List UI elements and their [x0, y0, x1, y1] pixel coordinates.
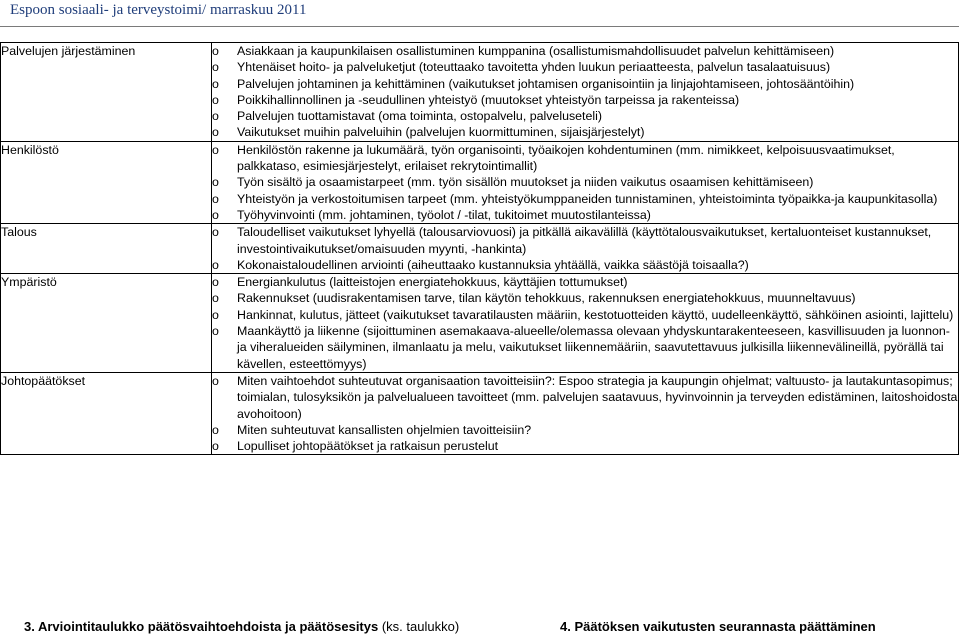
criteria-cell: [212, 372, 959, 454]
table-row: [1, 43, 959, 142]
list-item: [212, 323, 958, 372]
table-row: [1, 141, 959, 223]
list-item: [212, 43, 958, 59]
bullet-icon: o: [212, 257, 219, 272]
bullet-icon: o: [212, 125, 219, 140]
bullet-icon: o: [212, 191, 219, 206]
bullet-icon: o: [212, 44, 219, 58]
list-item-text: Miten vaihtoehdot suhteutuvat organisaation tavoitteisiin?: Espoo strategia ja kaupungin ohjelmat; valtuusto- ja lautakuntasopimus; toimialan, tulosyksikön ja palvelualueen tavoitteet (mm. palvelujen saatavuus, hyvinvoinnin ja terveyden edistäminen, laitoshoidosta avohoitoon): [237, 373, 958, 421]
footer-step-3-note: (ks. taulukko): [378, 619, 460, 634]
category-label: Johtopäätökset: [1, 373, 86, 388]
criteria-list: [212, 274, 958, 372]
list-item: [212, 257, 958, 273]
bullet-icon: o: [212, 291, 219, 306]
criteria-cell: [212, 224, 959, 274]
criteria-list: [212, 43, 958, 141]
category-label: Ympäristö: [1, 275, 57, 290]
bullet-icon: o: [212, 142, 219, 157]
list-item: [212, 438, 958, 454]
header-rule: [0, 26, 959, 27]
list-item-text: Työn sisältö ja osaamistarpeet (mm. työn sisällön muutokset ja niiden vaikutus osaamisen kehittämiseen): [237, 175, 814, 190]
bullet-icon: o: [212, 76, 219, 91]
criteria-list: [212, 373, 958, 454]
list-item: [212, 142, 958, 175]
bullet-icon: o: [212, 324, 219, 339]
footer-step-3-title: 3. Arviointitaulukko päätösvaihtoehdoista ja päätösesitys: [24, 619, 379, 634]
list-item-text: Asiakkaan ja kaupunkilaisen osallistuminen kumppanina (osallistumismahdollisuudet palvelun kehittämiseen): [237, 44, 835, 58]
list-item-text: Yhtenäiset hoito- ja palveluketjut (toteuttaako tavoitetta yhden luukun periaatteesta, palvelun tasalaatuisuus): [237, 60, 831, 75]
list-item-text: Kokonaistaloudellinen arviointi (aiheuttaako kustannuksia yhtäällä, vaikka säästöjä toisaalla?): [237, 257, 749, 272]
list-item-text: Taloudelliset vaikutukset lyhyellä (talousarviovuosi) ja pitkällä aikavälillä (käyttötalousvaikutukset, kertaluonteiset kustannukset, investointivaikutukset/omaisuuden myynti, -hankinta): [237, 225, 932, 256]
bullet-icon: o: [212, 275, 219, 290]
list-item: [212, 373, 958, 422]
list-item: [212, 174, 958, 190]
list-item: [212, 422, 958, 438]
list-item-text: Vaikutukset muihin palveluihin (palvelujen kuormittuminen, sijaisjärjestelyt): [237, 125, 645, 140]
list-item-text: Henkilöstön rakenne ja lukumäärä, työn organisointi, työaikojen kohdentuminen (mm. nimikkeet, kelpoisuusvaatimukset, palkkataso, esimiesjärjestelyt, erilaiset rekrytointimallit): [237, 142, 895, 174]
list-item: [212, 207, 958, 223]
list-item-text: Miten suhteutuvat kansallisten ohjelmien tavoitteisiin?: [237, 422, 532, 437]
category-label: Henkilöstö: [1, 142, 59, 157]
bullet-icon: o: [212, 207, 219, 222]
footer-step-3: [24, 619, 459, 634]
list-item-text: Yhteistyön ja verkostoitumisen tarpeet (mm. yhteistyökumppaneiden tunnistaminen, yhteistoiminta työpaikka-ja kaupunkitasolla): [237, 191, 938, 206]
list-item: [212, 92, 958, 108]
list-item: [212, 307, 958, 323]
list-item: [212, 274, 958, 290]
list-item-text: Energiankulutus (laitteistojen energiatehokkuus, käyttäjien tottumukset): [237, 275, 628, 290]
evaluation-table: [0, 42, 959, 455]
category-label: Palvelujen järjestäminen: [1, 44, 136, 58]
criteria-cell: [212, 43, 959, 142]
bullet-icon: o: [212, 175, 219, 190]
list-item: [212, 124, 958, 140]
category-label: Talous: [1, 225, 37, 240]
table-row: [1, 372, 959, 454]
list-item-text: Rakennukset (uudisrakentamisen tarve, tilan käytön tehokkuus, rakennuksen energiatehokkuus, muunneltavuus): [237, 291, 856, 306]
bullet-icon: o: [212, 92, 219, 107]
page-header-title: Espoon sosiaali- ja terveystoimi/ marraskuu 2011: [10, 2, 307, 18]
category-cell: [1, 224, 212, 274]
bullet-icon: o: [212, 439, 219, 454]
category-cell: [1, 372, 212, 454]
bullet-icon: o: [212, 307, 219, 322]
bullet-icon: o: [212, 373, 219, 388]
list-item: [212, 108, 958, 124]
bullet-icon: o: [212, 109, 219, 124]
list-item-text: Hankinnat, kulutus, jätteet (vaikutukset tavaratilausten määriin, kestotuotteiden käyttö, uudelleenkäyttö, sähköinen asiointi, lajittelu): [237, 307, 954, 322]
table-row: [1, 224, 959, 274]
list-item-text: Palvelujen johtaminen ja kehittäminen (vaikutukset johtamisen organisointiin ja linjajohtamiseen, johtosääntöihin): [237, 76, 855, 91]
criteria-cell: [212, 274, 959, 373]
list-item: [212, 191, 958, 207]
footer-step-4: 4. Päätöksen vaikutusten seurannasta päättäminen: [560, 619, 876, 634]
list-item: [212, 59, 958, 75]
criteria-list: [212, 142, 958, 223]
list-item: [212, 224, 958, 257]
criteria-cell: [212, 141, 959, 223]
category-cell: [1, 141, 212, 223]
list-item-text: Lopulliset johtopäätökset ja ratkaisun perustelut: [237, 439, 499, 454]
list-item-text: Maankäyttö ja liikenne (sijoittuminen asemakaava-alueelle/olemassa olevaan yhdyskuntarakenteeseen, kasvillisuuden ja luonnon- ja viheralueiden säilyminen, ilmanlaatu ja melu, vaikutukset liikennemääriin, saavutettavuus julkisilla liikennevälineillä, pyörällä tai kävellen, esteettömyys): [237, 324, 950, 371]
list-item-text: Poikkihallinnollinen ja -seudullinen yhteistyö (muutokset yhteistyön tarpeissa ja rakenteissa): [237, 92, 740, 107]
list-item: [212, 290, 958, 306]
category-cell: [1, 274, 212, 373]
bullet-icon: o: [212, 422, 219, 437]
criteria-list: [212, 224, 958, 273]
category-cell: [1, 43, 212, 142]
list-item-text: Palvelujen tuottamistavat (oma toiminta, ostopalvelu, palveluseteli): [237, 109, 603, 124]
table-row: [1, 274, 959, 373]
list-item: [212, 76, 958, 92]
list-item-text: Työhyvinvointi (mm. johtaminen, työolot / -tilat, tukitoimet muutostilanteissa): [237, 207, 651, 222]
bullet-icon: o: [212, 225, 219, 240]
bullet-icon: o: [212, 60, 219, 75]
